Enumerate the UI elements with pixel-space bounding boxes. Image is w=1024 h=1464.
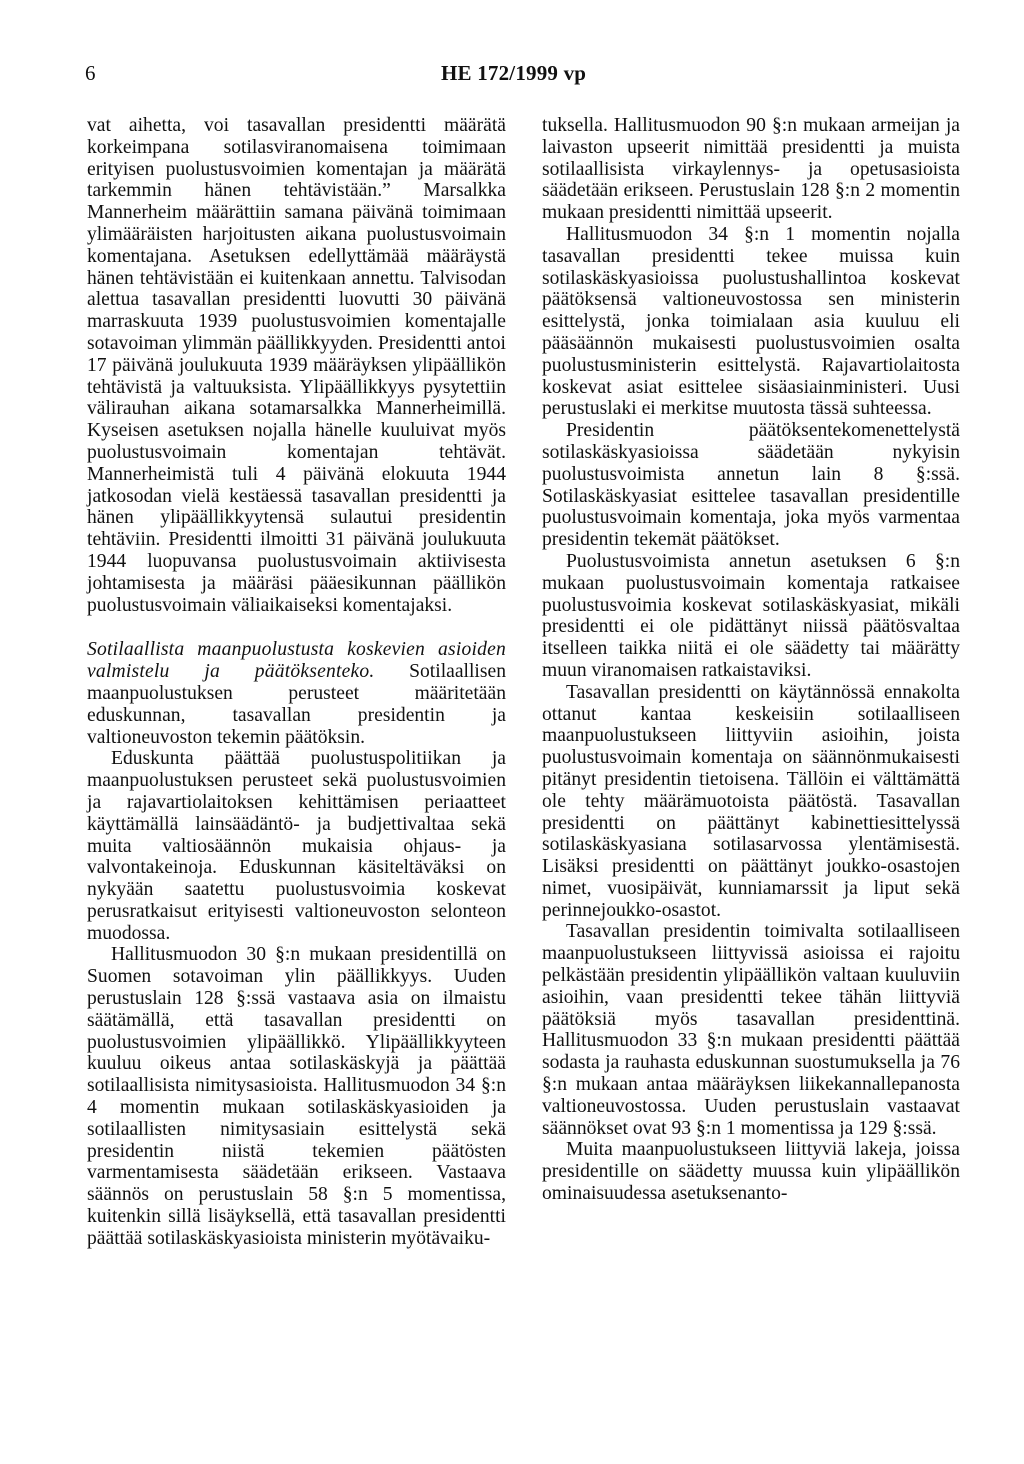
right-paragraph-2: Hallitusmuodon 34 §:n 1 momentin nojalla tasavallan presidentti tekee muissa kuin sotilaskäskyasioissa puolustushallintoa koskevat päätöksensä valtioneuvostossa sen ministerin esittelystä, jonka toimialaan asia kuuluu eli pääsäännön mukaisesti puolustusvoimien osalta puolustusministerin esittelystä. Rajavartiolaitosta koskevat asiat esittelee sisäasiainministeri. Uusi perustuslaki ei merkitse muutosta tässä suhteessa. [542,223,960,420]
page-number: 6 [85,61,96,85]
right-paragraph-7: Muita maanpuolustukseen liittyviä lakeja, joissa presidentille on säädetty muussa kuin ylipäällikön ominaisuudessa asetuksenanto- [542,1139,960,1205]
right-paragraph-5: Tasavallan presidentti on käytännössä ennakolta ottanut kantaa keskeisiin sotilaalliseen maanpuolustukseen liittyviin asioihin, joista puolustusvoimain komentaja on säännönmukaisesti pitänyt presidentin tietoisena. Tällöin ei välttämättä ole tehty määrämuotoista päätöstä. Tasavallan presidentti on päättänyt kabinettiesittelyssä sotilaskäskyasiana sotilasarvossa ylentämisestä. Lisäksi presidentti on päättänyt joukko-osastojen nimet, vuosipäivät, kunniamarssit ja liput sekä perinnejoukko-osastot. [542,681,960,921]
left-paragraph-2 [87,639,506,748]
left-paragraph-4: Hallitusmuodon 30 §:n mukaan presidentillä on Suomen sotavoiman ylin päällikkyys. Uuden perustuslain 128 §:ssä vastaava asia on ilmaistu säätämällä, että tasavallan presidentti on puolustusvoimien ylipäällikkö. Ylipäällikkyyteen kuuluu oikeus antaa sotilaskäskyjä ja päättää sotilaallisista nimitysasioista. Hallitusmuodon 34 §:n 4 momentin mukaan sotilaskäskyasioiden ja sotilaallisten nimitysasiain esittelystä sekä presidentin niistä tekemien päätösten varmentamisesta säädetään erikseen. Vastaava säännös on perustuslain 58 §:n 5 momentissa, kuitenkin sillä lisäyksellä, että tasavallan presidentti päättää sotilaskäskyasioista ministerin myötävaiku- [87,944,506,1249]
right-paragraph-4: Puolustusvoimista annetun asetuksen 6 §:n mukaan puolustusvoimain komentaja ratkaisee puolustusvoimia koskevat sotilaskäskyasiat, mikäli presidentti ei ole pidättänyt niissä päätösvaltaa itselleen taikka niitä ei ole säädetty tai määrätty muun viranomaisen ratkaistaviksi. [542,550,960,681]
document-id: HE 172/1999 vp [441,61,587,85]
section-heading: Sotilaallista maanpuolustusta koskevien asioiden valmistelu ja päätöksenteko. [87,639,506,683]
left-paragraph-1: vat aihetta, voi tasavallan presidentti määrätä korkeimpana sotilasviranomaisena toimimaan erityisen puolustusvoimien komentajan ja määrätä tarkemmin hänen tehtävistään.” Marsalkka Mannerheim määrättiin samana päivänä toimimaan ylimääräisten harjoitusten aikana puolustusvoimain komentajana. Asetuksen edellyttämää määräystä hänen tehtävistään ei kuitenkaan annettu. Talvisodan alettua tasavallan presidentti luovutti 30 päivänä marraskuuta 1939 puolustusvoimien komentajalle sotavoiman ylimmän päällikkyyden. Presidentti antoi 17 päivänä joulukuuta 1939 määräyksen ylipäällikön tehtävistä ja valtuuksista. Ylipäällikkyys pysytettiin välirauhan aikana sotamarsalkka Mannerheimillä. Kyseisen asetuksen nojalla hänelle kuuluivat myös puolustusvoimain komentajan tehtävät. Mannerheimistä tuli 4 päivänä elokuuta 1944 jatkosodan vielä kestäessä tasavallan presidentti ja hänen ylipäällikkyytensä sulautui presidentin tehtäviin. Presidentti ilmoitti 31 päivänä joulukuuta 1944 luopuvansa puolustusvoimain aktiivisesta johtamisesta ja määräsi pääesikunnan päällikön puolustusvoimain väliaikaiseksi komentajaksi. [87,115,506,616]
left-paragraph-3: Eduskunta päättää puolustuspolitiikan ja maanpuolustuksen perusteet sekä puolustusvoimien ja rajavartiolaitoksen kehittämisen periaatteet käyttämällä lainsäädäntö- ja budjettivaltaa sekä muita valtiosäännön mukaisia ohjaus- ja valvontakeinoja. Eduskunnan käsiteltäväksi on nykyään saatettu puolustusvoimia koskevat perusratkaisut erityisesti valtioneuvoston selonteon muodossa. [87,748,506,944]
left-column [87,115,506,1250]
page-header [0,0,1024,100]
right-paragraph-1: tuksella. Hallitusmuodon 90 §:n mukaan armeijan ja laivaston upseerit nimittää presidentti ja muista sotilaallisista virkaylennys- ja opetusasioista säädetään erikseen. Perustuslain 128 §:n 2 momentin mukaan presidentti nimittää upseerit. [542,115,960,224]
section-intro-text: Sotilaallisen maanpuolustuksen perusteet määritetään eduskunnan, tasavallan presidentin ja valtioneuvoston tekemin päätöksin. [87,661,506,748]
right-paragraph-6: Tasavallan presidentin toimivalta sotilaalliseen maanpuolustukseen liittyvissä asioissa ei rajoitu pelkästään presidentin ylipäällikön valtaan kuuluviin asioihin, vaan presidentti tekee tähän liittyviä päätöksiä myös tasavallan presidenttinä. Hallitusmuodon 33 §:n mukaan presidentti päättää sodasta ja rauhasta eduskunnan suostumuksella ja 76 §:n mukaan antaa määräyksen liikekannallepanosta valtioneuvostossa. Uuden perustuslain vastaavat säännökset ovat 93 §:n 1 momentissa ja 129 §:ssä. [542,921,960,1139]
right-paragraph-3: Presidentin päätöksentekomenettelystä sotilaskäskyasioissa säädetään nykyisin puolustusvoimista annetun lain 8 §:ssä. Sotilaskäskyasiat esittelee tasavallan presidentille puolustusvoimain komentaja, joka myös varmentaa presidentin tekemät päätökset. [542,420,960,551]
right-column [542,115,960,1205]
